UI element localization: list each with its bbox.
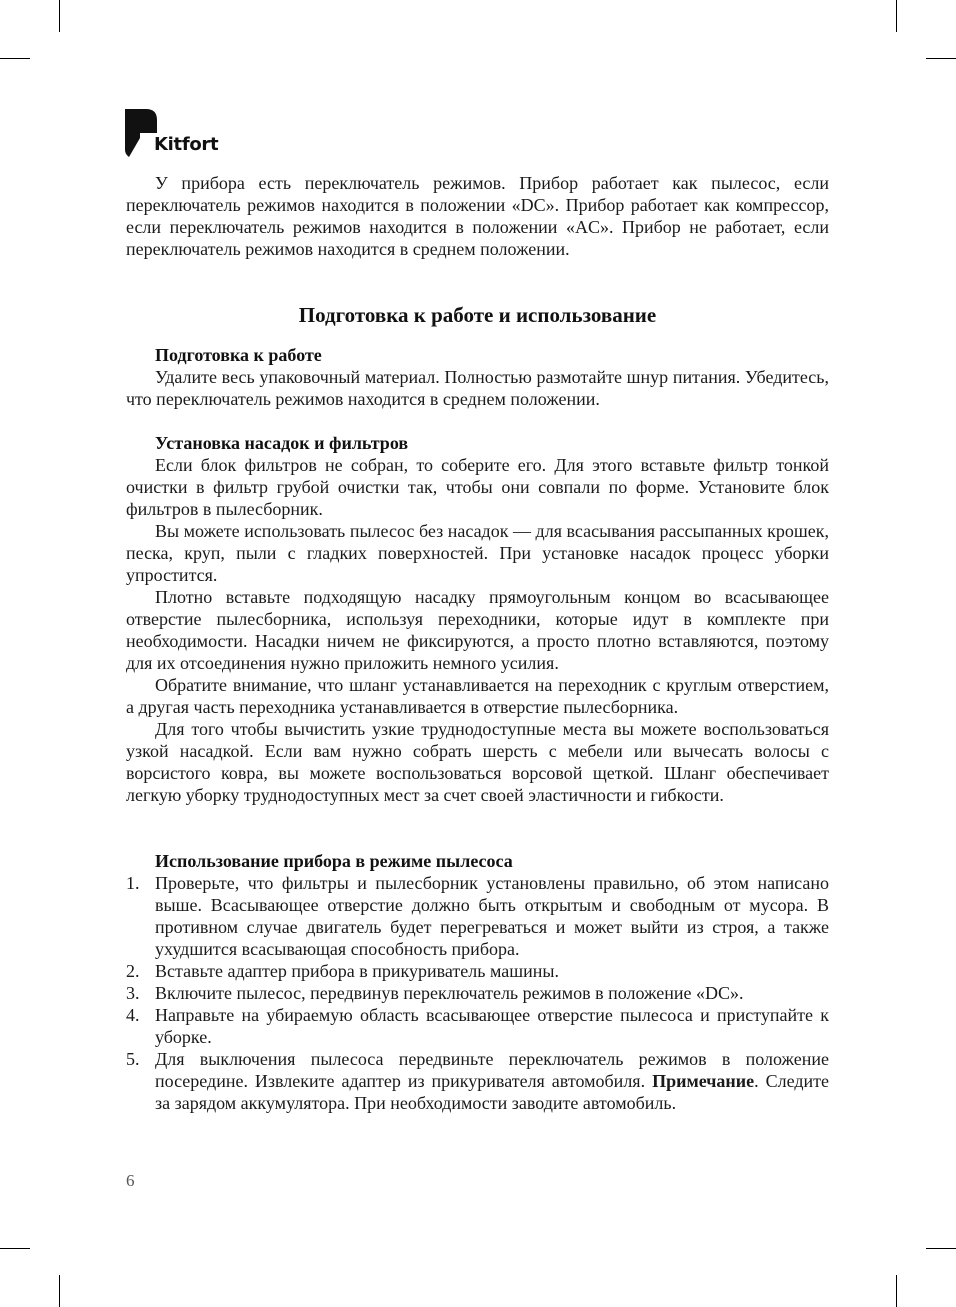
usage-step [126,1004,829,1048]
usage-step [126,982,829,1004]
nozzles-section [126,432,829,806]
note-text: . Следите за зарядом аккумулятора. При необходимости заводите автомобиль. [155,1071,830,1113]
intro-paragraph: У прибора есть переключатель режимов. Прибор работает как пылесос, если переключатель режимов находится в положении «DC». Прибор работает как компрессор, если переключатель режимов находится в положении «AC». Прибор не работает, если переключатель режимов находится в среднем положении. [126,173,829,259]
step-number: 5. [126,1049,140,1069]
prep-section [126,344,829,410]
crop-mark [0,1248,30,1249]
usage-step [126,872,829,960]
step-text: Включите пылесос, передвинув переключатель режимов в положение «DC». [155,983,744,1003]
crop-mark [59,1275,60,1307]
step-number: 1. [126,873,140,893]
usage-step [126,960,829,982]
step-number: 4. [126,1005,140,1025]
usage-heading: Использование прибора в режиме пылесоса [155,851,513,871]
nozzles-heading: Установка насадок и фильтров [155,433,409,453]
crop-mark [896,1275,897,1307]
step-text: Проверьте, что фильтры и пылесборник установлены правильно, об этом написано выше. Всасывающее отверстие должно быть открытым и свободным от мусора. В противном случае двигатель будет перегреваться и может выйти из строя, а также ухудшится всасывающая способность прибора. [155,873,829,959]
usage-section [126,850,829,1114]
nozzles-paragraph: Плотно вставьте подходящую насадку прямоугольным концом во всасывающее отверстие пылесборника, используя переходники, которые идут в комплекте при необходимости. Насадки ничем не фиксируются, а просто плотно вставляются, поэтому для их отсоединения нужно приложить немного усилия. [126,587,829,673]
prep-heading: Подготовка к работе [155,345,322,365]
kitfort-logo-icon [124,107,158,157]
step-text: Для выключения пылесоса передвиньте переключатель режимов в положение посередине. Извлеките адаптер из прикуривателя автомобиля. [155,1049,829,1091]
crop-mark [59,0,60,32]
nozzles-paragraph: Вы можете использовать пылесос без насадок — для всасывания рассыпанных крошек, песка, круп, пыли с гладких поверхностей. При установке насадок процесс уборки упростится. [126,521,829,585]
nozzles-paragraph: Если блок фильтров не собран, то соберите его. Для этого вставьте фильтр тонкой очистки в фильтр грубой очистки так, чтобы они совпали по форме. Установите блок фильтров в пылесборник. [126,455,829,519]
kitfort-logo [124,107,234,159]
intro-block [126,172,829,260]
crop-mark [0,58,30,59]
crop-mark [926,1248,956,1249]
step-number: 3. [126,983,140,1003]
step-text: Направьте на убираемую область всасывающее отверстие пылесоса и приступайте к уборке. [155,1005,829,1047]
nozzles-paragraph: Обратите внимание, что шланг устанавливается на переходник с круглым отверстием, а другая часть переходника устанавливается в отверстие пылесборника. [126,675,829,717]
crop-mark [896,0,897,32]
usage-steps [126,872,829,1114]
usage-step [126,1048,829,1114]
section-title: Подготовка к работе и использование [298,303,657,327]
crop-mark [926,58,956,59]
page-number: 6 [126,1171,135,1190]
note-label: Примечание [652,1071,755,1091]
step-text: Вставьте адаптер прибора в прикуриватель машины. [155,961,559,981]
prep-paragraph: Удалите весь упаковочный материал. Полностью размотайте шнур питания. Убедитесь, что переключатель режимов находится в среднем положении. [126,367,829,409]
step-number: 2. [126,961,140,981]
nozzles-paragraph: Для того чтобы вычистить узкие труднодоступные места вы можете воспользоваться узкой насадкой. Если вам нужно собрать шерсть с мебели или вычесать волосы с ворсистого ковра, вы можете воспользоваться ворсовой щеткой. Шланг обеспечивает легкую уборку труднодоступных мест за счет своей эластичности и гибкости. [126,719,829,805]
logo-brand: Kitfort [154,134,219,155]
